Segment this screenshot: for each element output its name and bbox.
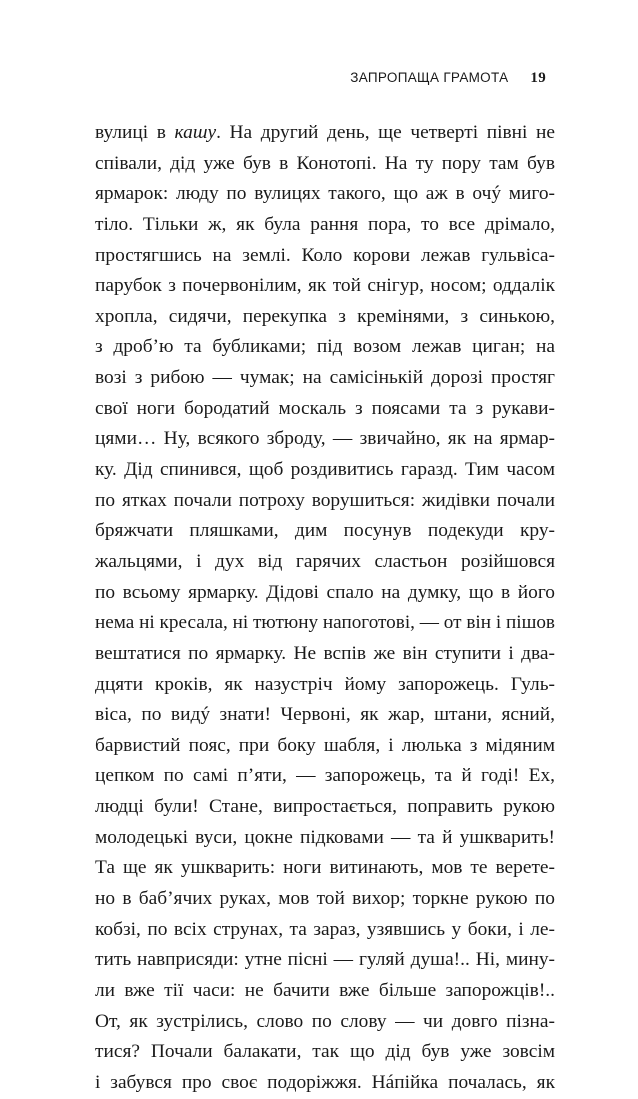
text-line: хропла, сидячи, перекупка з кремінями, з синькою,	[95, 305, 555, 327]
text-line: співали, дід уже був в Конотопі. На ту пору там був	[95, 152, 555, 174]
text-line: тися? Почали балакати, так що дід був уже зовсім	[95, 1041, 555, 1063]
text-line: Та ще як ушкварить: ноги витинають, мов те верете-	[95, 857, 555, 879]
text-line: барвистий пояс, при боку шабля, і люлька з мідяним	[95, 734, 555, 756]
text-line: тить навприсяди: утне пісні — гуляй душа!.. Ні, мину-	[95, 949, 555, 971]
text-line: цепком по самі п’яти, — запорожець, та й годі! Ех,	[95, 765, 555, 787]
text-line: ярмарок: люду по вулицях такого, що аж в очý миго-	[95, 183, 555, 205]
text-line: віса, по видý знати! Червоні, як жар, штани, ясний,	[95, 704, 555, 726]
text-line: ли вже тії часи: не бачити вже більше запорожців!..	[95, 979, 555, 1001]
running-head	[95, 70, 546, 87]
text-line: цями… Ну, всякого зброду, — звичайно, як на ярмар-	[95, 428, 555, 450]
italic-word: кашу	[174, 122, 217, 143]
text-line: людці були! Стане, випростається, поправить рукою	[95, 796, 555, 818]
page-number: 19	[530, 70, 546, 86]
text-line: тіло. Тільки ж, як була рання пора, то все дрімало,	[95, 213, 555, 235]
running-head-title: ЗАПРОПАЩА ГРАМОТА	[350, 70, 509, 85]
text-line: простягшись на землі. Коло корови лежав гульвіса-	[95, 244, 555, 266]
text-line: нема ні кресала, ні тютюну напоготові, — от він і пішов	[95, 612, 555, 634]
text-line: парубок з почервонілим, як той снігур, носом; оддалік	[95, 275, 555, 297]
text-line: бряжчати пляшками, дим посунув подекуди кру-	[95, 520, 555, 542]
text-line: по ятках почали потроху ворушиться: жидівки почали	[95, 489, 555, 511]
text-line: з дроб’ю та бубликами; під возом лежав циган; на	[95, 336, 555, 358]
text-line: кобзі, по всіх струнах, та зараз, узявшись у боки, і ле-	[95, 918, 555, 940]
text-line: От, як зустрілись, слово по слову — чи довго пізна-	[95, 1010, 555, 1032]
text-line: жальцями, і дух від гарячих сластьон розійшовся	[95, 550, 555, 572]
text-line: вештатися по ярмарку. Не вспів же він ступити і два-	[95, 642, 555, 664]
text-line: по всьому ярмарку. Дідові спало на думку, що в його	[95, 581, 555, 603]
text-line: но в баб’ячих руках, мов той вихор; торкне рукою по	[95, 888, 555, 910]
body-text	[95, 118, 555, 1099]
text-line: возі з рибою — чумак; на самісінькій дорозі простяг	[95, 367, 555, 389]
text-line: свої ноги бородатий москаль з поясами та з рукави-	[95, 397, 555, 419]
text-line: молодецькі вуси, цокне підковами — та й ушкварить!	[95, 826, 555, 848]
text-line: вулиці в кашу. На другий день, ще четверті півні не	[95, 122, 555, 143]
text-line: дцяти кроків, як назустріч йому запорожець. Гуль-	[95, 673, 555, 695]
text-line: і забувся про своє подоріжжя. Нáпійка почалась, як	[95, 1071, 555, 1093]
text-line: ку. Дід спинився, щоб роздивитись гаразд. Тим часом	[95, 459, 555, 481]
